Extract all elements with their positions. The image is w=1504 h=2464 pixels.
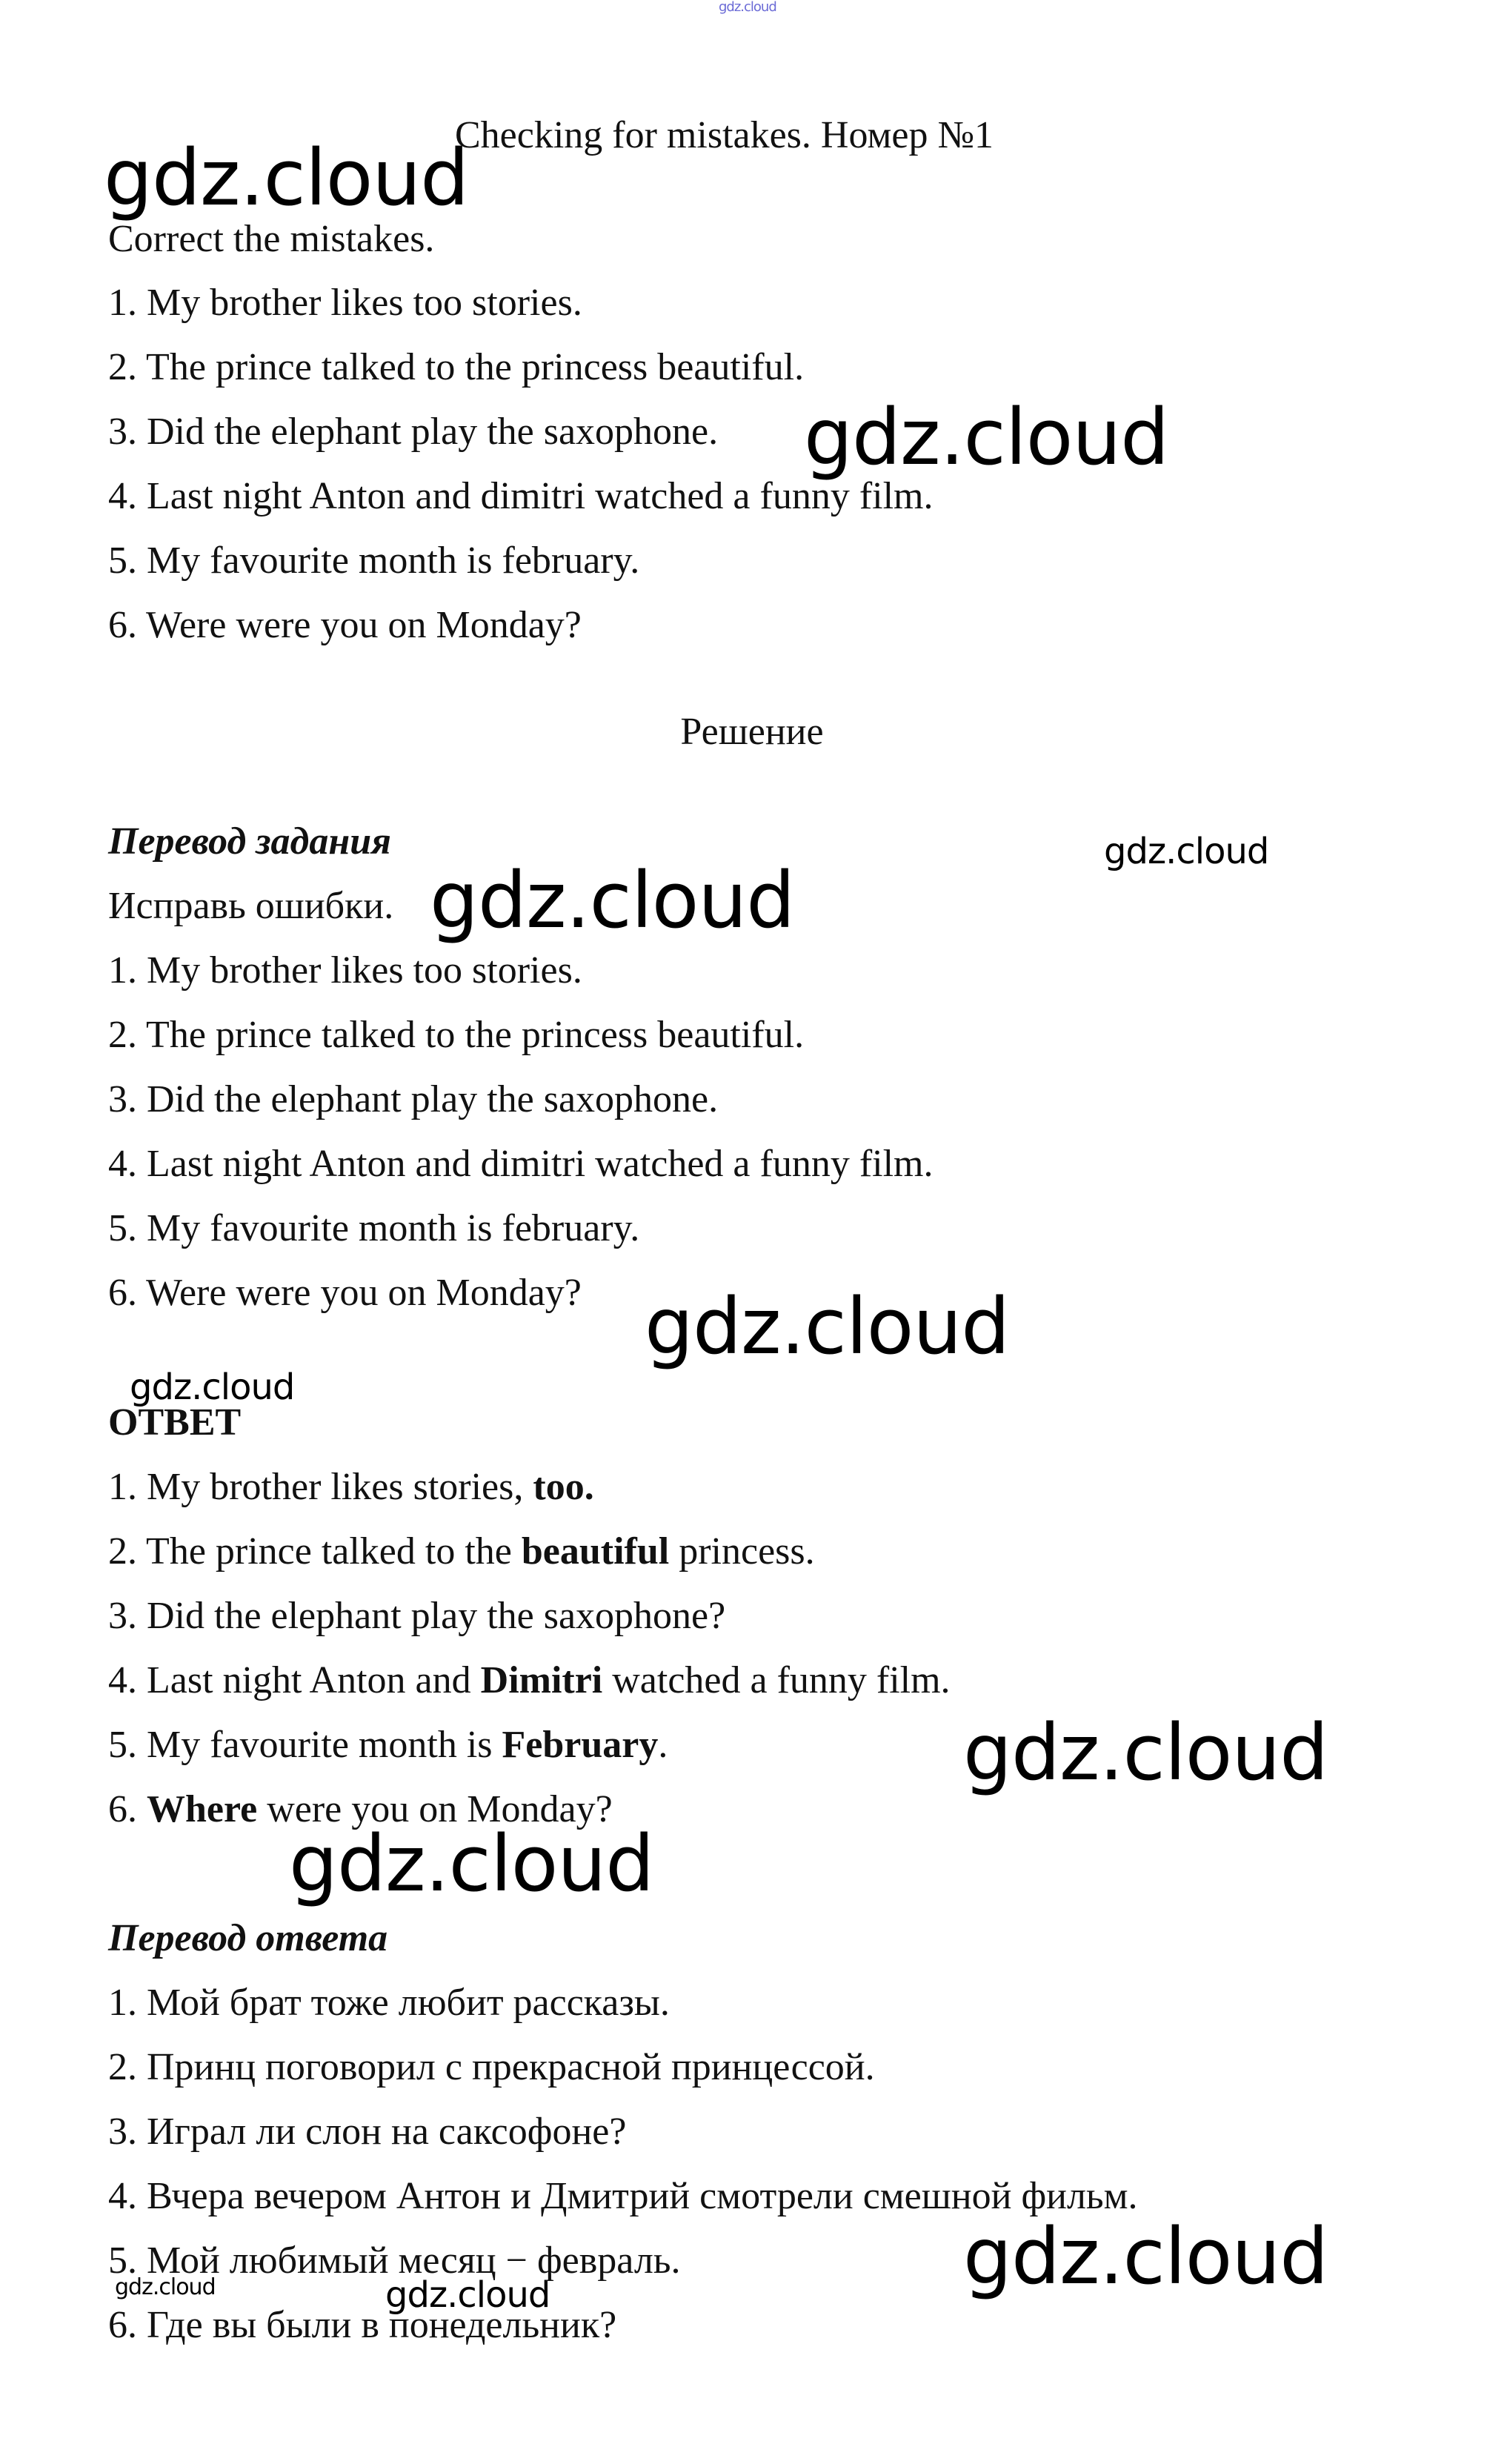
answer-translation-heading: Перевод ответа (108, 1917, 388, 1959)
answer-item-4-rest: watched a funny film. (602, 1659, 951, 1701)
answer-item-4 (108, 1658, 951, 1704)
answer-item-2-rest: princess. (669, 1530, 815, 1573)
answer-item-4-text: 4. Last night Anton and (108, 1659, 481, 1701)
answer-translation-item-2: 2. Принц поговорил с прекрасной принцессой. (108, 2046, 875, 2088)
translation-instruction: Исправь ошибки. (108, 885, 394, 927)
answer-item-5-text: 5. My favourite month is (108, 1724, 502, 1766)
watermark-2: gdz.cloud (804, 392, 1169, 482)
answer-item-6 (108, 1787, 613, 1833)
answer-item-5-correction: February (502, 1724, 659, 1766)
answer-item-1-correction: too. (533, 1466, 594, 1508)
task-item-5: 5. My favourite month is february. (108, 539, 640, 582)
translation-item-3: 3. Did the elephant play the saxophone. (108, 1078, 719, 1120)
task-item-1: 1. My brother likes too stories. (108, 282, 582, 324)
task-item-2: 2. The prince talked to the princess beautiful. (108, 346, 805, 388)
task-item-6: 6. Were were you on Monday? (108, 604, 582, 646)
answer-item-5 (108, 1722, 668, 1768)
translation-item-1: 1. My brother likes too stories. (108, 949, 582, 992)
watermark-7: gdz.cloud (963, 1707, 1328, 1798)
watermark-4: gdz.cloud (430, 855, 795, 946)
task-instruction: Correct the mistakes. (108, 218, 435, 260)
solution-title: Решение (680, 711, 824, 753)
watermark-10: gdz.cloud (385, 2274, 550, 2316)
task-item-4: 4. Last night Anton and dimitri watched a funny film. (108, 475, 934, 517)
answer-heading: ОТВЕТ (108, 1401, 242, 1444)
answer-item-6-rest: were you on Monday? (257, 1788, 613, 1830)
translation-item-4: 4. Last night Anton and dimitri watched a funny film. (108, 1143, 934, 1185)
answer-translation-item-1: 1. Мой брат тоже любит рассказы. (108, 1982, 670, 2024)
answer-item-5-rest: . (658, 1724, 668, 1766)
task-item-3: 3. Did the elephant play the saxophone. (108, 411, 719, 453)
answer-translation-item-6: 6. Где вы были в понедельник? (108, 2304, 617, 2346)
page-title: Checking for mistakes. Номер №1 (455, 114, 994, 156)
watermark-8: gdz.cloud (289, 1819, 654, 1909)
watermark-5: gdz.cloud (645, 1281, 1010, 1372)
answer-translation-item-4: 4. Вчера вечером Антон и Дмитрий смотрели смешной фильм. (108, 2175, 1138, 2217)
watermark-top: gdz.cloud (719, 0, 776, 15)
watermark-1: gdz.cloud (104, 133, 469, 223)
watermark-9: gdz.cloud (963, 2211, 1328, 2302)
translation-item-2: 2. The prince talked to the princess beautiful. (108, 1014, 805, 1056)
answer-item-2-correction: beautiful (521, 1530, 670, 1573)
watermark-11: gdz.cloud (115, 2274, 216, 2300)
translation-item-6: 6. Were were you on Monday? (108, 1272, 582, 1314)
translation-item-5: 5. My favourite month is february. (108, 1207, 640, 1249)
answer-item-3 (108, 1593, 725, 1639)
answer-item-6-correction: Where (147, 1788, 258, 1830)
answer-item-6-text: 6. (108, 1788, 147, 1830)
watermark-6: gdz.cloud (130, 1367, 295, 1408)
answer-item-4-correction: Dimitri (480, 1659, 603, 1701)
answer-item-3-text: 3. Did the elephant play the saxophone? (108, 1595, 726, 1637)
translation-heading: Перевод задания (108, 820, 391, 863)
answer-item-2-text: 2. The prince talked to the (108, 1530, 522, 1573)
answer-item-2 (108, 1529, 815, 1575)
answer-item-1-text: 1. My brother likes stories, (108, 1466, 533, 1508)
answer-item-1 (108, 1464, 594, 1510)
answer-translation-item-3: 3. Играл ли слон на саксофоне? (108, 2111, 627, 2153)
answer-translation-item-5: 5. Мой любимый месяц − февраль. (108, 2239, 681, 2282)
watermark-3: gdz.cloud (1104, 831, 1269, 872)
